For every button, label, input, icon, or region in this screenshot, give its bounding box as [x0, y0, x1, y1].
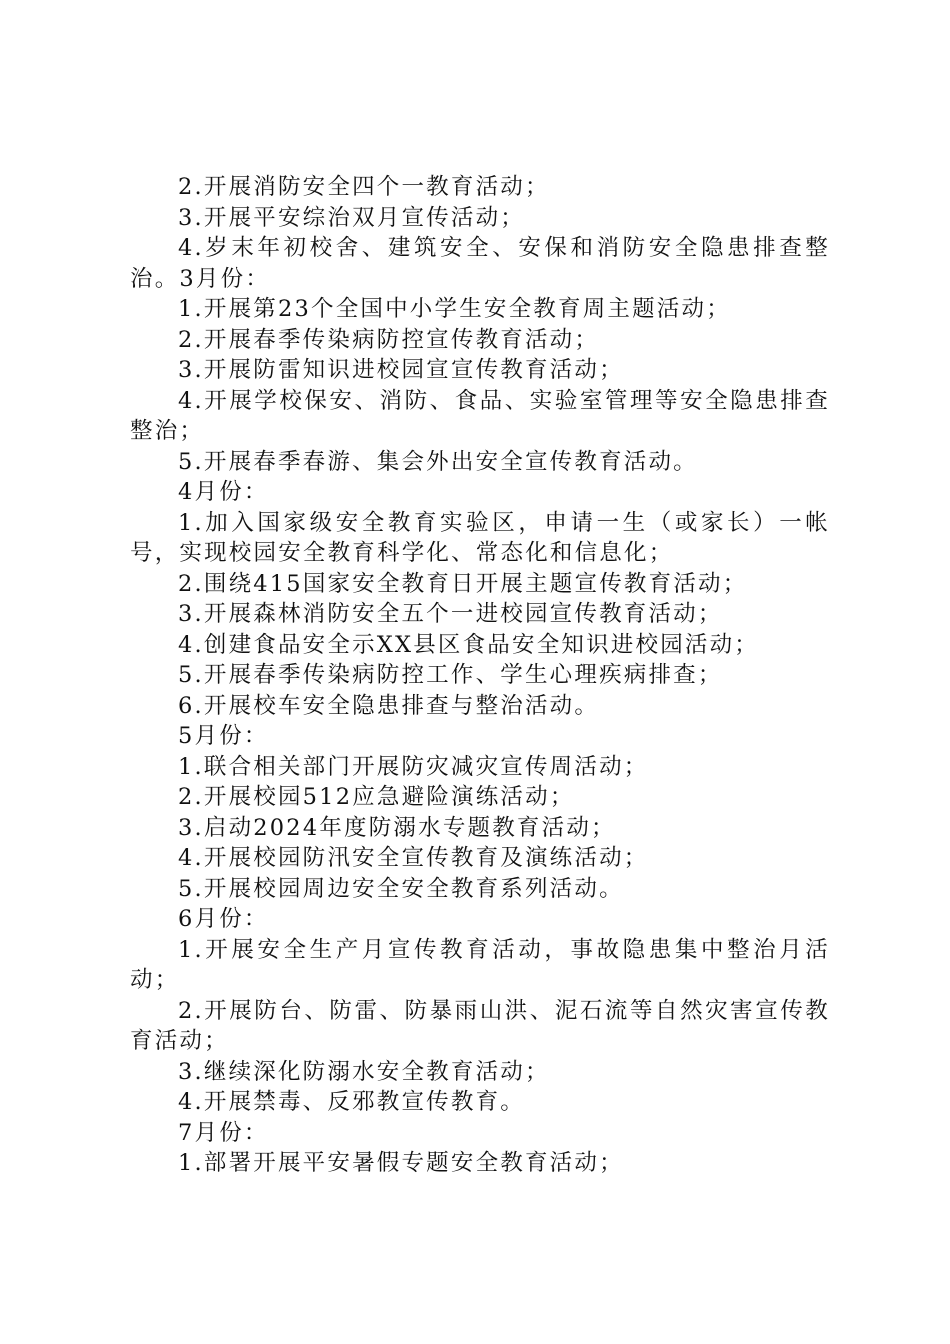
paragraph: 2.开展防台、防雷、防暴雨山洪、泥石流等自然灾害宣传教育活动；	[130, 997, 830, 1054]
paragraph: 5.开展春季传染病防控工作、学生心理疾病排查；	[178, 662, 723, 688]
paragraph: 3.启动2024年度防溺水专题教育活动；	[178, 814, 616, 841]
paragraph: 1.部署开展平安暑假专题安全教育活动；	[178, 1150, 624, 1176]
month-heading: 4月份：	[178, 479, 269, 505]
paragraph: 3.继续深化防溺水安全教育活动；	[178, 1058, 550, 1085]
document-body	[130, 172, 830, 1179]
paragraph: 1.联合相关部门开展防灾减灾宣传周活动；	[178, 753, 649, 780]
paragraph: 2.开展校园512应急避险演练活动；	[178, 784, 575, 810]
month-heading: 5月份：	[178, 723, 269, 749]
paragraph: 1.开展安全生产月宣传教育活动，事故隐患集中整治月活动；	[130, 936, 830, 993]
paragraph: 6.开展校车安全隐患排查与整治活动。	[178, 692, 600, 719]
paragraph: 3.开展平安综治双月宣传活动；	[178, 204, 525, 231]
paragraph: 4.开展学校保安、消防、食品、实验室管理等安全隐患排查整治；	[130, 387, 830, 444]
paragraph: 4.开展禁毒、反邪教宣传教育。	[178, 1089, 525, 1115]
paragraph: 1.开展第23个全国中小学生安全教育周主题活动；	[178, 296, 731, 322]
paragraph: 4.岁末年初校舍、建筑安全、安保和消防安全隐患排查整治。3月份：	[130, 235, 830, 292]
month-heading: 6月份：	[178, 906, 269, 932]
paragraph: 2.开展春季传染病防控宣传教育活动；	[178, 326, 600, 353]
paragraph: 1.加入国家级安全教育实验区，申请一生（或家长）一帐号，实现校园安全教育科学化、常态化和信息化；	[130, 509, 830, 566]
paragraph: 3.开展森林消防安全五个一进校园宣传教育活动；	[178, 601, 723, 627]
paragraph: 4.开展校园防汛安全宣传教育及演练活动；	[178, 845, 649, 871]
paragraph: 5.开展春季春游、集会外出安全宣传教育活动。	[178, 448, 698, 475]
paragraph: 2.开展消防安全四个一教育活动；	[178, 174, 550, 200]
paragraph: 3.开展防雷知识进校园宣宣传教育活动；	[178, 357, 624, 383]
paragraph: 5.开展校园周边安全安全教育系列活动。	[178, 875, 624, 902]
paragraph: 4.创建食品安全示XX县区食品安全知识进校园活动；	[178, 631, 760, 658]
paragraph: 2.围绕415国家安全教育日开展主题宣传教育活动；	[178, 570, 748, 597]
month-heading: 7月份：	[178, 1119, 269, 1146]
